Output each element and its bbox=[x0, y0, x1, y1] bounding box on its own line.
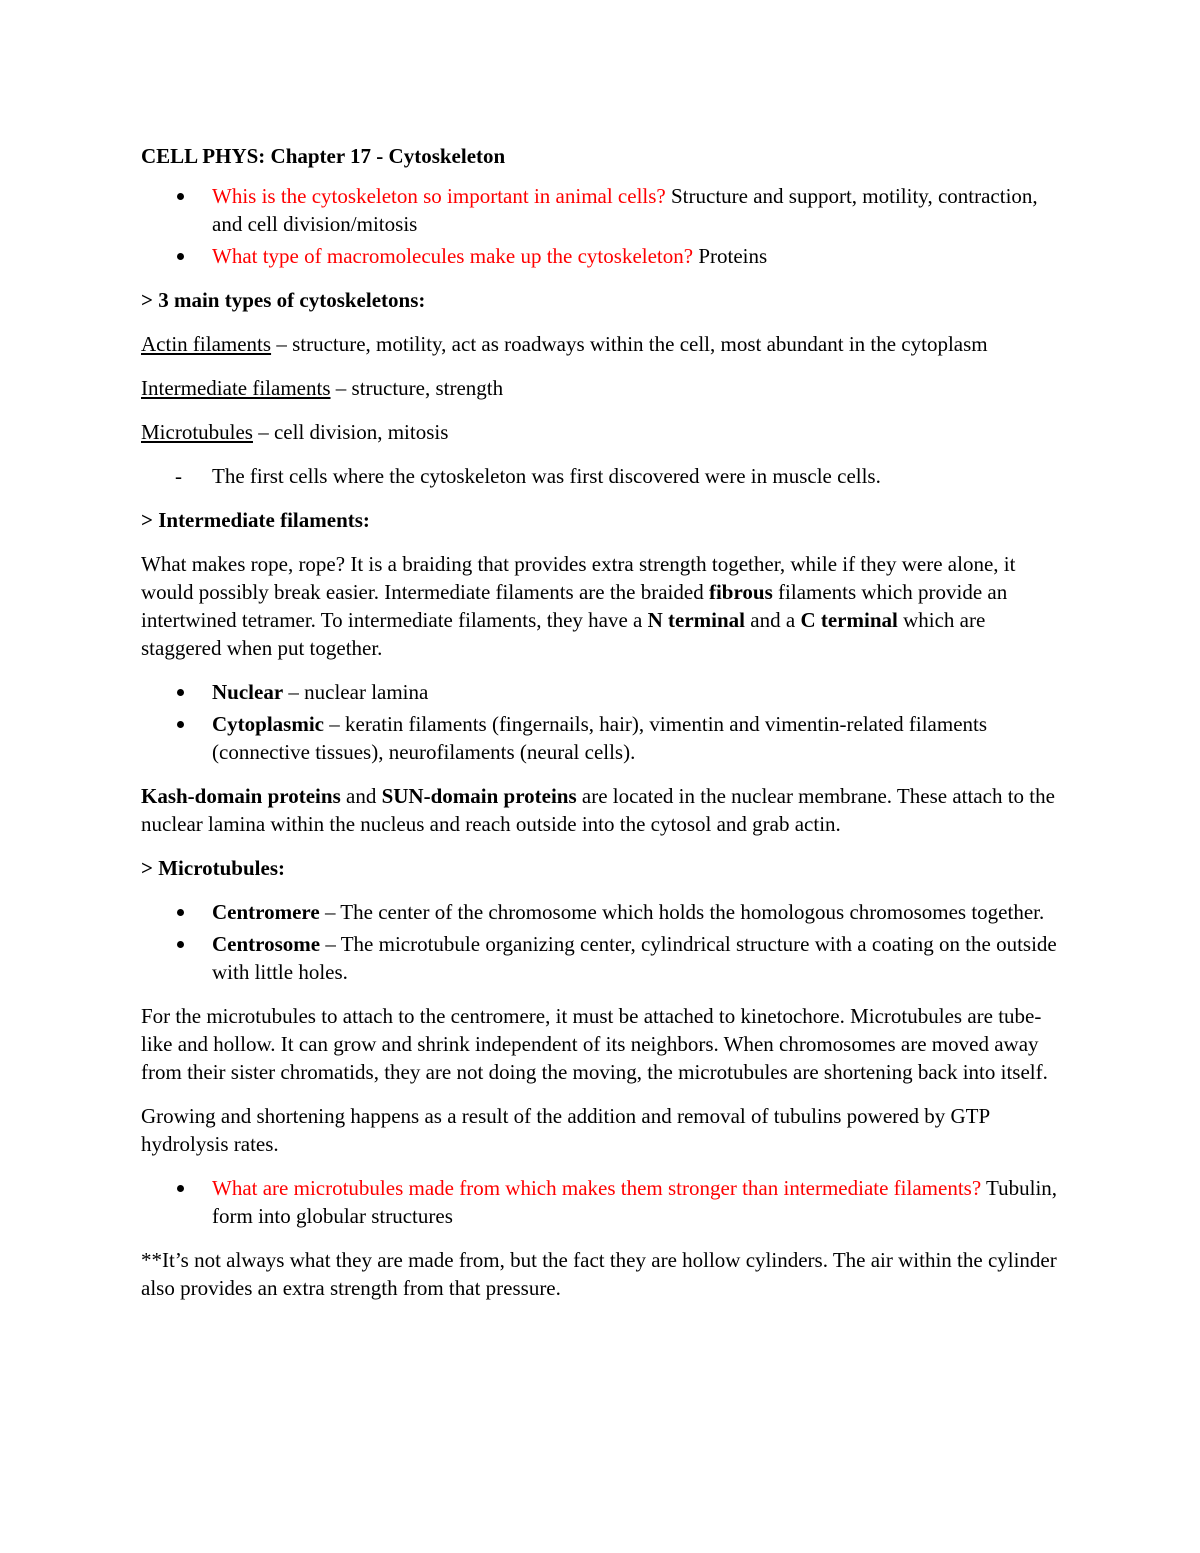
document-body bbox=[141, 142, 1061, 1318]
term: Nuclear bbox=[212, 680, 284, 704]
definition: – The microtubule organizing center, cylindrical structure with a coating on the outside with little holes. bbox=[212, 932, 1057, 984]
definition: – structure, motility, act as roadways within the cell, most abundant in the cytoplasm bbox=[271, 332, 988, 356]
question-text: What type of macromolecules make up the cytoskeleton? bbox=[212, 244, 694, 268]
question-item bbox=[141, 1174, 1061, 1230]
term: Cytoplasmic bbox=[212, 712, 324, 736]
note-list bbox=[141, 462, 1061, 490]
question-item bbox=[141, 182, 1061, 238]
term: Centromere bbox=[212, 900, 320, 924]
definition: – keratin filaments (fingernails, hair), vimentin and vimentin-related filaments (connective tissues), neurofilaments (neural cells). bbox=[212, 712, 988, 764]
definition: – structure, strength bbox=[330, 376, 504, 400]
term: Centrosome bbox=[212, 932, 321, 956]
final-note: **It’s not always what they are made from, but the fact they are hollow cylinders. The air within the cylinder also provides an extra strength from that pressure. bbox=[141, 1248, 1057, 1300]
question-text: Whis is the cytoskeleton so important in animal cells? bbox=[212, 184, 666, 208]
document-title: CELL PHYS: Chapter 17 - Cytoskeleton bbox=[141, 144, 506, 168]
section-heading-intermediate: > Intermediate filaments: bbox=[141, 508, 370, 532]
if-type-item bbox=[141, 678, 1061, 706]
kinetochore-paragraph: For the microtubules to attach to the centromere, it must be attached to kinetochore. Microtubules are tube-like and hollow. It can grow and shrink independent of its neighbors. When chromosomes are moved away from their sister chromatids, they are not doing the moving, the microtubules are shortening back into itself. bbox=[141, 1004, 1048, 1084]
if-type-item bbox=[141, 710, 1061, 766]
kash-paragraph: Kash-domain proteins and SUN-domain proteins are located in the nuclear membrane. These attach to the nuclear lamina within the nucleus and reach outside into the cytosol and grab actin. bbox=[141, 784, 1055, 836]
definition: – The center of the chromosome which holds the homologous chromosomes together. bbox=[319, 900, 1045, 924]
mt-question-list bbox=[141, 1174, 1061, 1230]
intro-question-list bbox=[141, 182, 1061, 270]
gtp-paragraph: Growing and shortening happens as a result of the addition and removal of tubulins powered by GTP hydrolysis rates. bbox=[141, 1104, 990, 1156]
type-actin bbox=[141, 330, 1061, 358]
type-microtubules bbox=[141, 418, 1061, 446]
mt-term-item bbox=[141, 898, 1061, 926]
rope-paragraph: What makes rope, rope? It is a braiding that provides extra strength together, while if they were alone, it would possibly break easier. Intermediate filaments are the braided fibrous filaments which provide an intertwined tetramer. To intermediate filaments, they have a N terminal and a C terminal which are staggered when put together. bbox=[141, 552, 1016, 660]
question-item bbox=[141, 242, 1061, 270]
if-type-list bbox=[141, 678, 1061, 766]
answer-text: Tubulin, form into globular structures bbox=[212, 1176, 1058, 1228]
term: Actin filaments bbox=[141, 332, 272, 356]
answer-text: Structure and support, motility, contraction, and cell division/mitosis bbox=[212, 184, 1038, 236]
mt-term-item bbox=[141, 930, 1061, 986]
question-text: What are microtubules made from which makes them stronger than intermediate filaments? bbox=[212, 1176, 982, 1200]
section-heading-microtubules: > Microtubules: bbox=[141, 856, 285, 880]
mt-term-list bbox=[141, 898, 1061, 986]
definition: – cell division, mitosis bbox=[252, 420, 449, 444]
answer-text: Proteins bbox=[693, 244, 768, 268]
type-intermediate bbox=[141, 374, 1061, 402]
term: Microtubules bbox=[141, 420, 253, 444]
muscle-note: - The first cells where the cytoskeleton was first discovered were in muscle cells. bbox=[141, 462, 1061, 490]
definition: – nuclear lamina bbox=[283, 680, 429, 704]
section-heading-types: > 3 main types of cytoskeletons: bbox=[141, 288, 426, 312]
term: Intermediate filaments bbox=[141, 376, 331, 400]
